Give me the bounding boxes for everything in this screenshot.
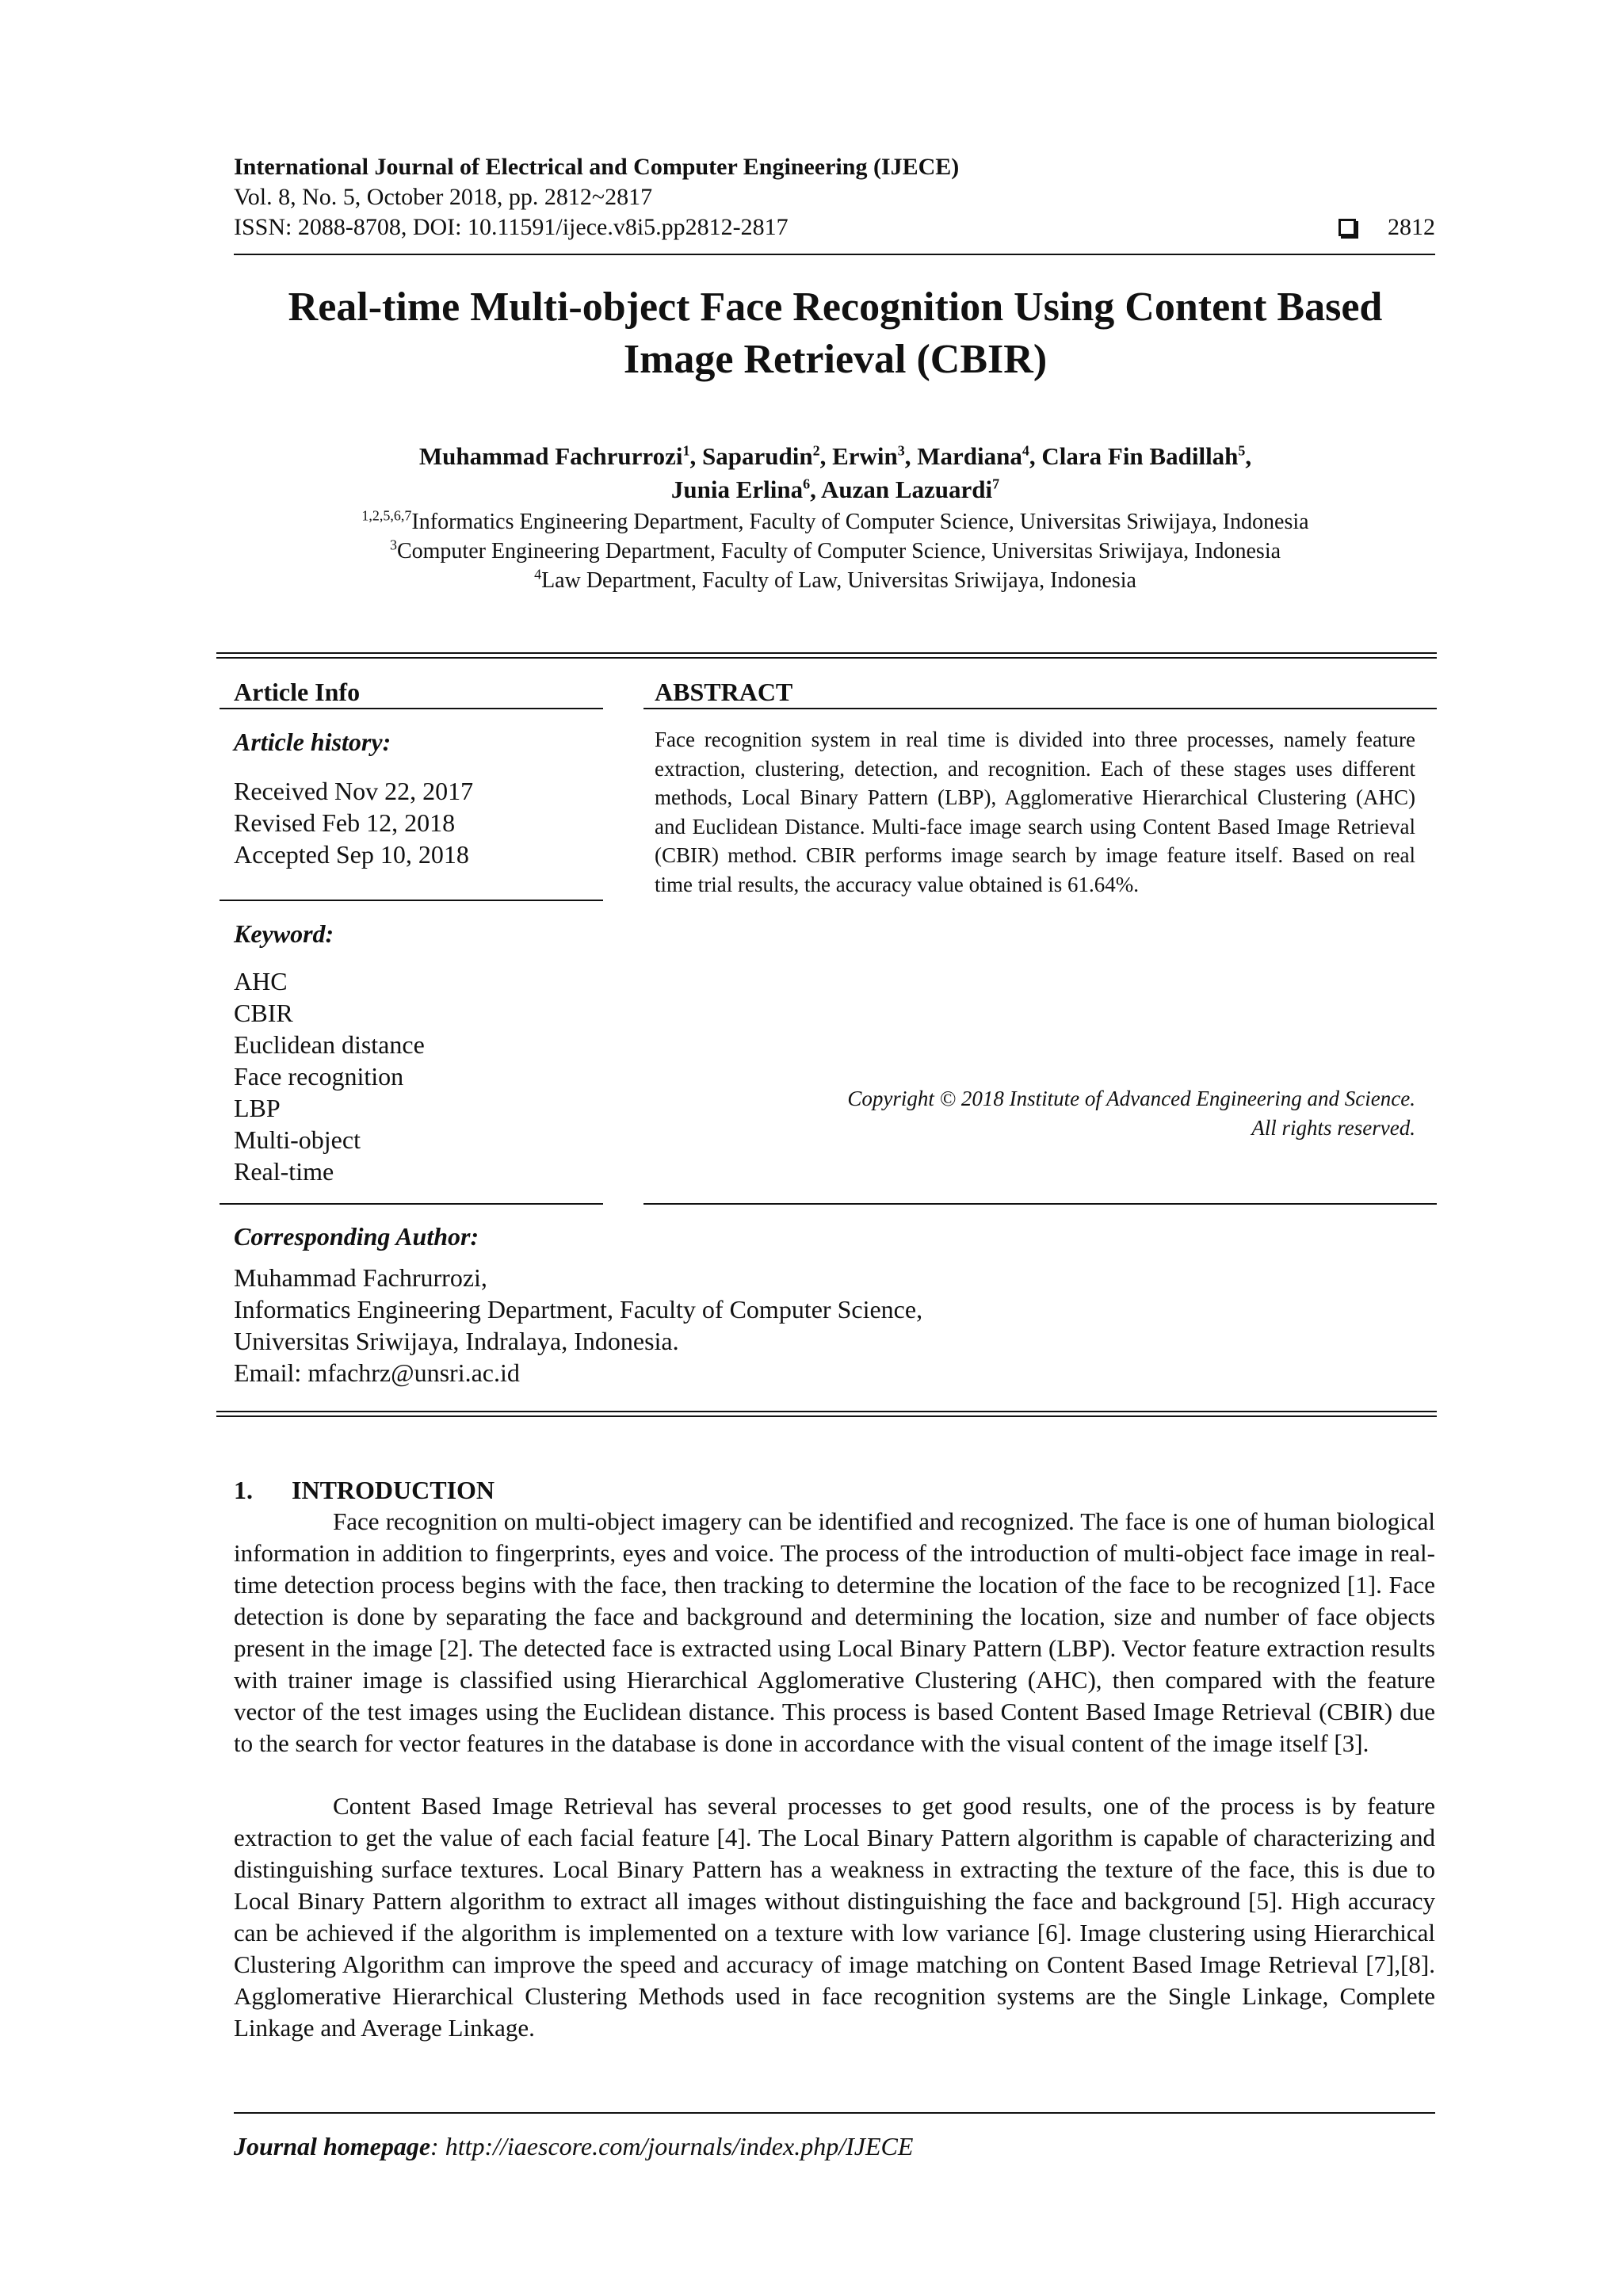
keyword-list [234,965,425,1187]
abstract-text: Face recognition system in real time is divided into three processes, namely feature extraction, clustering, detection, and recognition. Each of these stages uses different methods, Local Binary Pattern (LBP), Agglomerative Hierarchical Clustering (AHC) and Euclidean Distance. Multi-face image search using Content Based Image Retrieval (CBIR) method. CBIR performs image search by image feature itself. Based on real time trial results, the accuracy value obtained is 61.64%. [655,728,1415,896]
corresponding-dept: Informatics Engineering Department, Faculty of Computer Science, [234,1295,923,1324]
introduction-heading: 1. INTRODUCTION [234,1476,495,1504]
journal-volume: Vol. 8, No. 5, October 2018, pp. 2812~2817 [234,184,653,210]
corresponding-author [234,1262,922,1389]
article-info-rule [220,708,603,709]
keyword-item: Multi-object [234,1125,361,1154]
journal-name: International Journal of Electrical and Computer Engineering (IJECE) [234,154,960,180]
corresponding-name: Muhammad Fachrurrozi, [234,1263,487,1292]
author-5: Clara Fin Badillah [1041,442,1239,470]
author-7: Auzan Lazuardi [820,476,993,503]
title-line-2: Image Retrieval (CBIR) [623,337,1048,382]
keyword-item: AHC [234,967,288,995]
author-6: Junia Erlina [670,476,804,503]
intro-paragraph-2: Content Based Image Retrieval has several processes to get good results, one of the process is by feature extraction to get the value of each facial feature [4]. The Local Binary Pattern algorithm is capable of characterizing and distinguishing surface textures. Local Binary Pattern has a weakness in extracting the texture of the face, this is due to Local Binary Pattern algorithm to extract all images without distinguishing the face and background [5]. High accuracy can be achieved if the algorithm is implemented on a texture with low variance [6]. Image clustering using Hierarchical Clustering Algorithm can improve the speed and accuracy of image matching on Content Based Image Retrieval [7],[8]. Agglomerative Hierarchical Clustering Methods used in face recognition systems are the Single Linkage, Complete Linkage and Average Linkage. [234,1792,1435,2042]
footer-rule [234,2112,1435,2114]
revised-date: Revised Feb 12, 2018 [234,808,456,837]
author-1: Muhammad Fachrurrozi [418,442,683,470]
square-bullet-icon [1338,219,1356,236]
keyword-item: Euclidean distance [234,1030,425,1059]
keyword-item: CBIR [234,999,293,1027]
keyword-rule [220,1203,603,1205]
corresponding-univ: Universitas Sriwijaya, Indralaya, Indonesia. [234,1327,679,1355]
affiliation-1: $^{1,2,5,6,7}$Informatics Engineering Department, Faculty of Computer Science, Universitas Sriwijaya, Indonesia [361,507,1309,534]
abstract-bottom-rule [643,1203,1437,1205]
header-rule [234,254,1435,255]
abstract-heading: ABSTRACT [655,678,793,706]
author-2: Saparudin [701,442,813,470]
page-number: 2812 [1388,214,1435,240]
accepted-date: Accepted Sep 10, 2018 [234,840,469,869]
author-3: Erwin [832,442,898,470]
keyword-item: Face recognition [234,1062,404,1091]
received-date: Received Nov 22, 2017 [234,777,474,805]
intro-paragraph-1: Face recognition on multi-object imagery can be identified and recognized. The face is one of human biological information in addition to fingerprints, eyes and voice. The process of the introduction of multi-object face image in real-time detection process begins with the face, then tracking to determine the location of the face to be recognized [1]. Face detection is done by separating the face and background and determining the location, size and number of face objects present in the image [2]. The detected face is extracted using Local Binary Pattern (LBP). Vector feature extraction results with trainer image is classified using Hierarchical Agglomerative Clustering (AHC), then compared with the feature vector of the test images using the Euclidean distance. This process is based Content Based Image Retrieval (CBIR) due to the search for vector features in the database is done in accordance with the visual content of the image itself [3]. [234,1507,1435,1757]
article-history-dates [234,775,473,870]
author-list: Muhammad Fachrurrozi$^1$, Saparudin$^2$, Erwin$^3$, Mardiana$^4$, Clara Fin Badillah$^5$, Junia Erlina$^6$, Auzan Lazuardi$^7$ [418,442,1252,503]
journal-homepage [234,2132,913,2161]
homepage-link[interactable]: : http://iaescore.com/journals/index.php/IJECE [430,2132,914,2160]
article-history-heading: Article history: [234,728,391,756]
affiliations [214,507,1457,595]
keyword-item: LBP [234,1094,281,1122]
homepage-label: Journal homepage [234,2132,431,2160]
corresponding-email: Email: mfachrz@unsri.ac.id [234,1358,520,1387]
keyword-heading: Keyword: [234,919,334,948]
abstract-rule [643,708,1437,709]
corresponding-heading: Corresponding Author: [234,1222,479,1251]
title-line-1: Real-time Multi-object Face Recognition Using Content Based [288,285,1383,330]
header-page [1338,214,1435,241]
author-4: Mardiana [917,442,1022,470]
affiliation-3: $^4$Law Department, Faculty of Law, Universitas Sriwijaya, Indonesia [534,566,1136,593]
article-info-heading: Article Info [234,678,361,706]
copyright-notice: Copyright © 2018 Institute of Advanced Engineering and Science. All rights reserved. [847,1087,1415,1140]
info-box-bottom-rule [216,1411,1437,1417]
keyword-item: Real-time [234,1157,334,1186]
info-box-top-rule [216,652,1437,659]
history-rule [220,900,603,901]
affiliation-2: $^3$Computer Engineering Department, Faculty of Computer Science, Universitas Sriwijaya, Indonesia [389,537,1281,563]
paper-title [214,281,1457,386]
journal-issn: ISSN: 2088-8708, DOI: 10.11591/ijece.v8i5.pp2812-2817 [234,214,789,240]
